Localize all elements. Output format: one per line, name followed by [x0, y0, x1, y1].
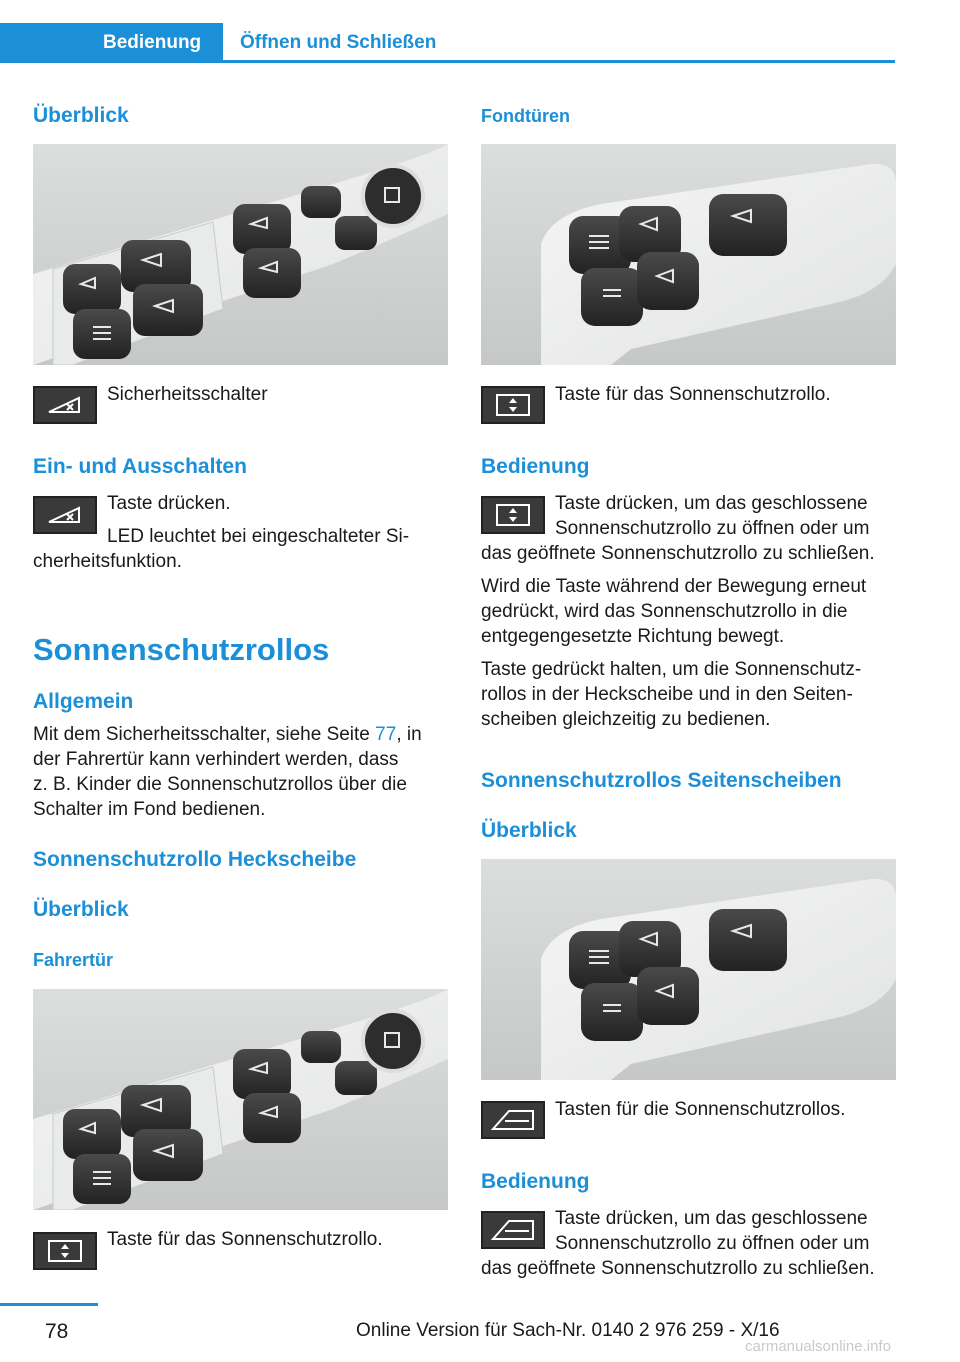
text-general-1b: , in: [396, 724, 422, 745]
side-rollo-icon: [481, 1101, 545, 1139]
heading-on-off: Ein- und Ausschalten: [33, 455, 247, 478]
text-move-1: Wird die Taste während der Bewegung erneut: [481, 576, 867, 597]
rollo-button-icon: [33, 1232, 97, 1270]
safety-switch-icon-2: [33, 496, 97, 534]
text-op2-1: Taste drücken, um das geschlossene: [555, 1208, 868, 1229]
text-press: Taste drücken.: [107, 493, 231, 514]
footer-rule: [0, 1303, 98, 1306]
heading-rear-doors: Fondtüren: [481, 106, 570, 126]
caption-safety-switch: Sicherheitsschalter: [107, 384, 268, 405]
safety-switch-icon: [33, 386, 97, 424]
rollo-button-icon-right: [481, 386, 545, 424]
heading-general: Allgemein: [33, 690, 134, 713]
caption-rollo-right: Taste für das Sonnenschutzrollo.: [555, 384, 831, 405]
text-general-2: der Fahrertür kann verhindert werden, dass: [33, 749, 399, 770]
footer-online-version: Online Version für Sach-Nr. 0140 2 976 259 - X/16: [356, 1320, 780, 1341]
text-op-1: Taste drücken, um das geschlossene: [555, 493, 868, 514]
caption-rollo-left: Taste für das Sonnenschutzrollo.: [107, 1229, 383, 1250]
header-tab-label: Bedienung: [103, 32, 202, 53]
side-rollo-icon-op: [481, 1211, 545, 1249]
heading-operation: Bedienung: [481, 455, 590, 478]
header-tab: [0, 23, 223, 63]
heading-overview: Überblick: [33, 104, 129, 127]
watermark: carmanualsonline.info: [745, 1338, 891, 1355]
page-link-77[interactable]: 77: [375, 724, 397, 745]
text-general-3: z. B. Kinder die Sonnenschutzrollos über die: [33, 774, 407, 795]
text-general-1: [33, 723, 422, 748]
text-op-2: Sonnenschutzrollo zu öffnen oder um: [555, 518, 870, 539]
text-op2-2: Sonnenschutzrollo zu öffnen oder um: [555, 1233, 870, 1254]
caption-side-rollos: Tasten für die Sonnenschutzrollos.: [555, 1099, 846, 1120]
text-led-1: LED leuchtet bei eingeschalteter Si-: [107, 526, 410, 547]
photo-rear-door-side: [481, 859, 896, 1080]
text-op-3: das geöffnete Sonnenschutzrollo zu schließen.: [481, 543, 875, 564]
heading-side-windows: Sonnenschutzrollos Seitenscheiben: [481, 769, 842, 792]
photo-rear-door-switches: [481, 144, 896, 365]
text-hold-2: rollos in der Heckscheibe und in den Seiten-: [481, 684, 853, 705]
rollo-button-icon-op: [481, 496, 545, 534]
heading-operation-2: Bedienung: [481, 1170, 590, 1193]
heading-driver-door: Fahrertür: [33, 950, 114, 970]
heading-rear-window: Sonnenschutzrollo Heckscheibe: [33, 848, 357, 871]
text-general-4: Schalter im Fond bedienen.: [33, 799, 266, 820]
heading-overview-2: Überblick: [33, 898, 129, 921]
text-hold-3: scheiben gleichzeitig zu bedienen.: [481, 709, 771, 730]
photo-driver-door-rollo: [33, 989, 448, 1210]
heading-overview-3: Überblick: [481, 819, 577, 842]
photo-driver-door-switches: [33, 144, 448, 365]
text-move-3: entgegengesetzte Richtung bewegt.: [481, 626, 785, 647]
header-section: Öffnen und Schließen: [240, 32, 437, 53]
header-rule: [223, 60, 895, 63]
text-op2-3: das geöffnete Sonnenschutzrollo zu schließen.: [481, 1258, 875, 1279]
text-general-1a: Mit dem Sicherheitsschalter, siehe Seite: [33, 724, 376, 745]
page-number: 78: [45, 1320, 69, 1343]
text-move-2: gedrückt, wird das Sonnenschutzrollo in die: [481, 601, 848, 622]
text-led-2: cherheitsfunktion.: [33, 551, 182, 572]
text-hold-1: Taste gedrückt halten, um die Sonnenschutz-: [481, 659, 862, 680]
heading-main: Sonnenschutzrollos: [33, 632, 330, 667]
